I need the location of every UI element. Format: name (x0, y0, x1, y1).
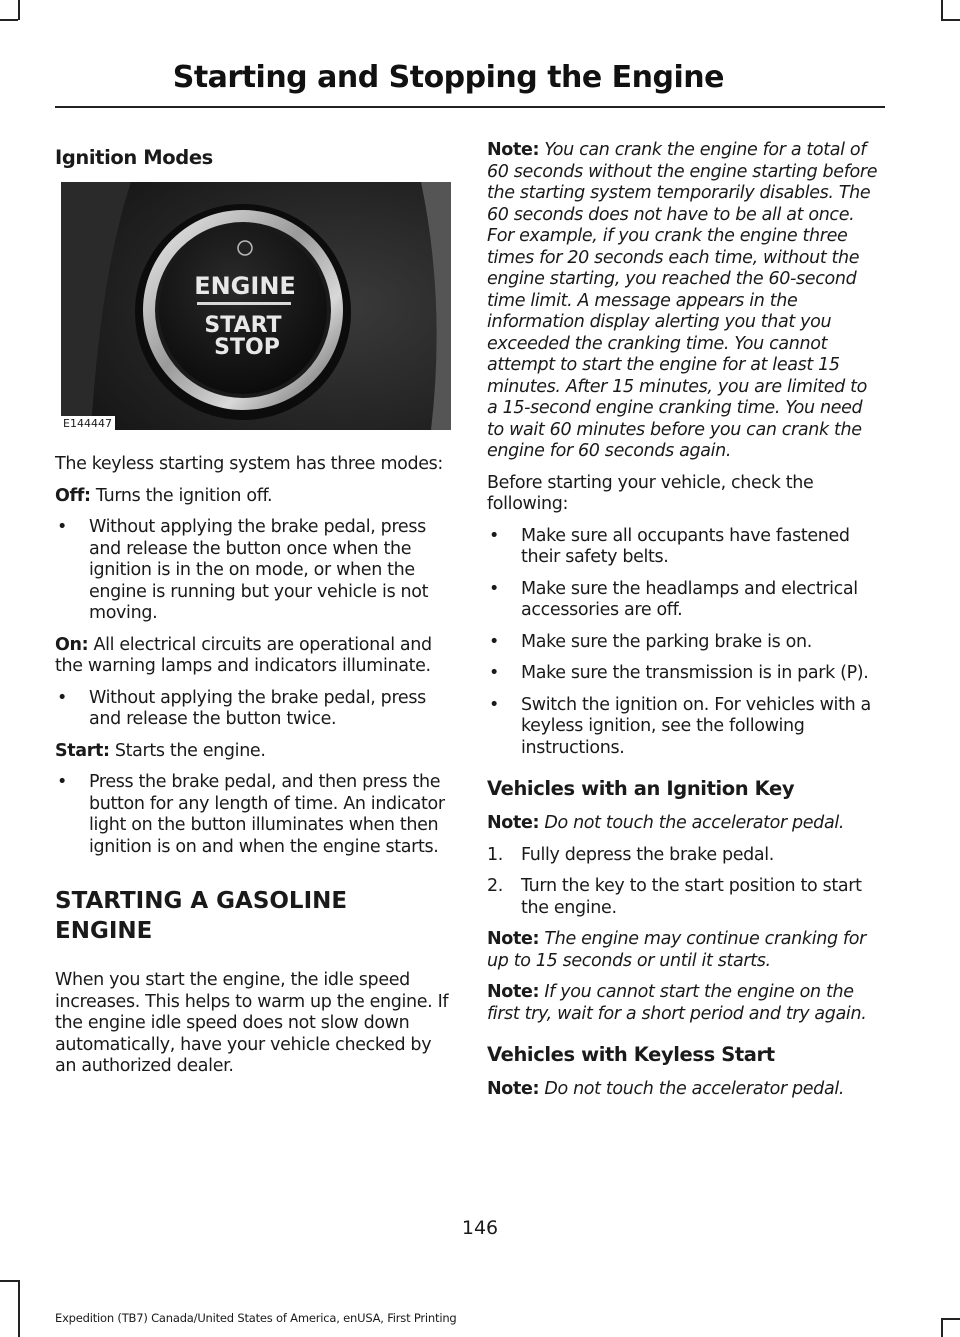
before-starting-text: Before starting your vehicle, check the following: (487, 472, 814, 514)
crop-mark (941, 19, 960, 21)
list-item: 1. Fully depress the brake pedal. (487, 844, 774, 865)
start-bullets (55, 772, 450, 858)
list-item: • Make sure the parking brake is on. (489, 631, 812, 652)
step-number: 1. (487, 844, 503, 865)
bullet-marker: • (489, 631, 499, 652)
on-mode-paragraph (55, 635, 450, 678)
bullet-marker: • (489, 694, 499, 715)
cranking-note: Note: You can crank the engine for a total of 60 seconds without the engine starting before the starting system temporarily disables. The 60 seconds does not have to be all at once. For example, if you crank the engine three times for 20 seconds each time, without the engine starting, you reached the 60-second time limit. A message appears in the information display alerting you that you exceeded the cranking time. You cannot attempt to start the engine for at least 15 minutes. After 15 minutes, you are limited to a 15-second engine cranking time. You need to wait 60 minutes before you can crank the engine for 60 seconds again. (487, 140, 878, 461)
ignition-modes-heading: Ignition Modes (55, 146, 213, 169)
figure-id-label: E144447 (61, 416, 115, 430)
list-item: • Without applying the brake pedal, press and release the button twice. (57, 687, 426, 729)
ignition-key-steps (487, 845, 882, 920)
on-text: All electrical circuits are operational and the warning lamps and indicators illuminate. (55, 634, 432, 676)
crop-mark (18, 1280, 20, 1337)
list-item: • Press the brake pedal, and then press the button for any length of time. An indicator light on the button illuminates when then ignition is on and when the engine starts. (57, 772, 445, 857)
on-label: On: (55, 634, 89, 655)
crop-mark (941, 1318, 943, 1337)
off-bullets (55, 517, 450, 625)
keyless-accelerator-note: Note: Do not touch the accelerator pedal. (487, 1079, 845, 1099)
retry-note: Note: If you cannot start the engine on the first try, wait for a short period and try again. (487, 982, 867, 1024)
list-item: 2. Turn the key to the start position to start the engine. (487, 876, 862, 918)
list-item: • Switch the ignition on. For vehicles with a keyless ignition, see the following instructions. (489, 694, 871, 758)
note-label: Note: (487, 140, 540, 160)
section-body: When you start the engine, the idle speed increases. This helps to warm up the engine. If the engine idle speed does not slow down automatically, have your vehicle checked by an authorized dealer. (55, 970, 449, 1076)
list-item: • Make sure the headlamps and electrical accessories are off. (489, 578, 858, 620)
crop-mark (941, 0, 943, 20)
off-text: Turns the ignition off. (90, 485, 273, 506)
on-bullets (55, 688, 450, 731)
crop-mark (18, 0, 20, 20)
start-text: Starts the engine. (109, 740, 266, 761)
bullet-marker: • (489, 525, 499, 546)
bullet-marker: • (489, 578, 499, 599)
start-label: Start: (55, 740, 110, 761)
bullet-marker: • (57, 772, 67, 792)
step-number: 2. (487, 876, 503, 896)
left-column (55, 140, 450, 1088)
bullet-marker: • (489, 663, 499, 683)
header-rule (55, 106, 885, 108)
intro-paragraph: The keyless starting system has three modes: (55, 454, 443, 474)
start-mode-paragraph (55, 741, 450, 763)
page-title: Starting and Stopping the Engine (172, 60, 724, 95)
engine-label: ENGINE (194, 272, 296, 300)
list-item: • Make sure the transmission is in park (P). (489, 663, 869, 683)
bullet-marker: • (57, 687, 67, 708)
bullet-marker: • (57, 517, 67, 537)
cranking-duration-note: Note: The engine may continue cranking for up to 15 seconds or until it starts. (487, 929, 866, 971)
engine-start-button-figure (61, 182, 451, 430)
footer-text: Expedition (TB7) Canada/United States of America, enUSA, First Printing (55, 1311, 457, 1325)
start-label: START (204, 313, 282, 338)
list-item: • Make sure all occupants have fastened their safety belts. (489, 525, 850, 567)
off-label: Off: (55, 485, 91, 506)
ignition-key-heading: Vehicles with an Ignition Key (487, 777, 795, 800)
right-column (487, 140, 882, 1111)
start-stop-button-illustration (61, 182, 451, 430)
page-number: 146 (461, 1217, 499, 1239)
list-item: • Without applying the brake pedal, press and release the button once when the ignition is in the on mode, or when the engine is running but your vehicle is not moving. (57, 517, 429, 623)
section-heading: STARTING A GASOLINE ENGINE (55, 888, 348, 944)
checklist (487, 526, 882, 760)
off-mode-paragraph (55, 486, 450, 508)
crop-mark (941, 1318, 960, 1320)
stop-label: STOP (214, 335, 280, 360)
crop-mark (0, 19, 18, 21)
crop-mark (0, 1280, 18, 1282)
keyless-start-heading: Vehicles with Keyless Start (487, 1043, 775, 1066)
accelerator-note: Note: Do not touch the accelerator pedal. (487, 813, 845, 833)
